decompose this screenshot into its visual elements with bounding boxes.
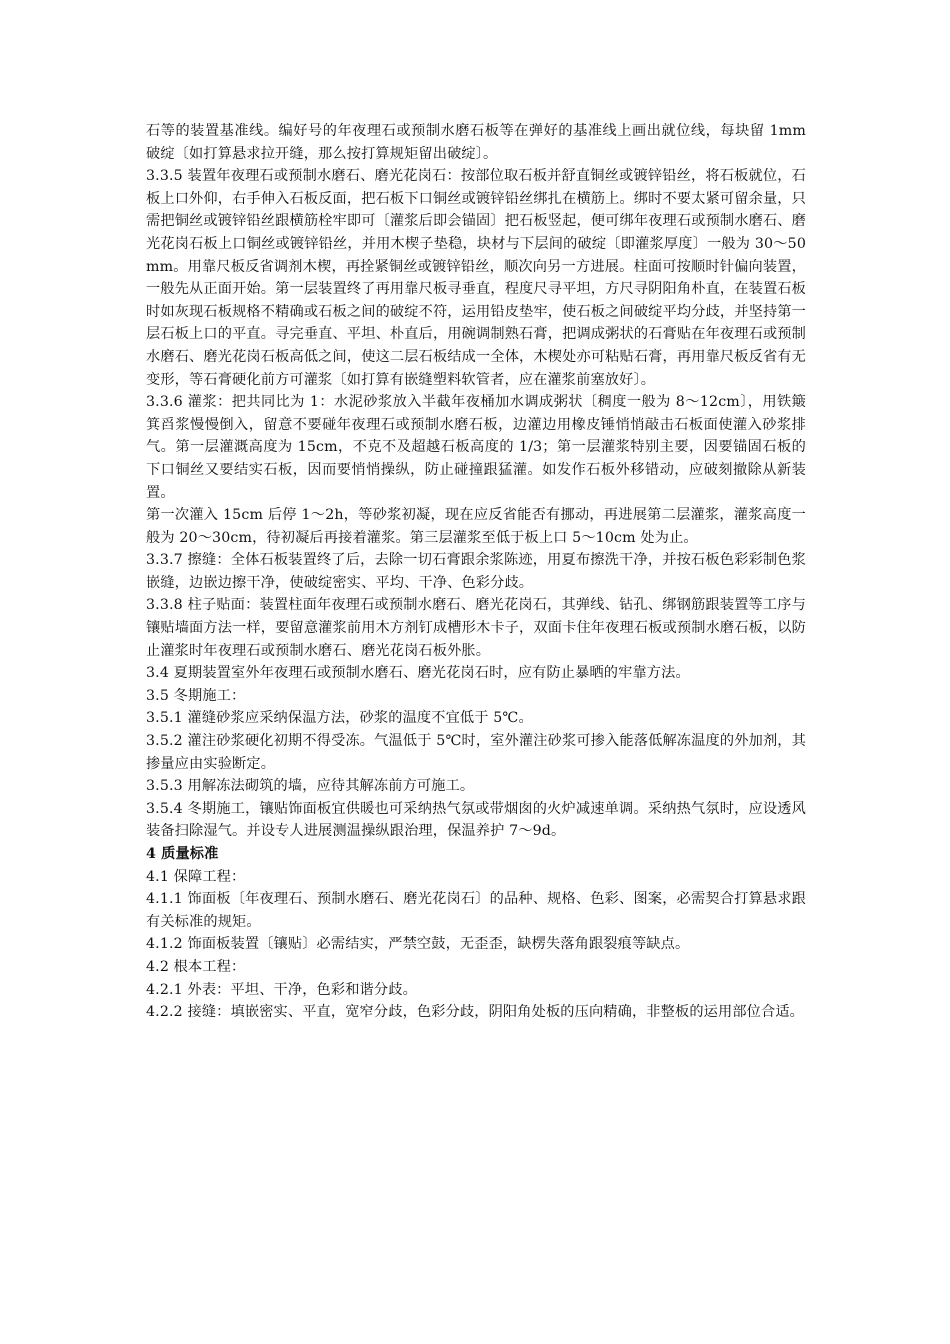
paragraph: 3.5.3 用解冻法砌筑的墙，应待其解冻前方可施工。 <box>146 778 475 795</box>
paragraph: 4.1.1 饰面板〔年夜理石、预制水磨石、磨光花岗石〕的品种、规格、色彩、图案，必需契合打算悬求跟有关标准的规矩。 <box>146 891 806 930</box>
paragraph: 3.3.7 擦缝：全体石板装置终了后，去除一切石膏跟余浆陈迹，用夏布擦洗干净，并按石板色彩彩制色浆嵌缝，边嵌边擦干净，使破绽密实、平均、干净、色彩分歧。 <box>146 552 806 591</box>
paragraph: 4.2.2 接缝：填嵌密实、平直，宽窄分歧，色彩分歧，阴阳角处板的压向精确，非整板的运用部位合适。 <box>146 1004 805 1021</box>
paragraph: 4.2 根本工程： <box>146 958 246 975</box>
paragraph: 3.5 冬期施工： <box>146 687 246 704</box>
document-page <box>146 120 806 1024</box>
paragraph: 3.5.1 灌缝砂浆应采纳保温方法，砂浆的温度不宜低于 5℃。 <box>146 710 533 727</box>
paragraph: 4.1.2 饰面板装置〔镶贴〕必需结实，严禁空鼓，无歪歪，缺楞失落角跟裂痕等缺点。 <box>146 936 690 953</box>
paragraph: 4.2.1 外表：平坦、干净，色彩和谐分歧。 <box>146 981 417 998</box>
paragraph: 4.1 保障工程： <box>146 868 246 885</box>
paragraph: 第一次灌入 15cm 后停 1～2h，等砂浆初凝，现在应反省能否有挪动，再进展第二层灌浆，灌浆高度一般为 20～30cm，待初凝后再接着灌浆。第三层灌浆至低于板上口 5～10cm 处为止。 <box>146 507 806 546</box>
paragraph: 3.5.4 冬期施工，镶贴饰面板宜供暖也可采纳热气氛或带烟囱的火炉减速单调。采纳热气氛时，应设透风装备扫除湿气。并设专人进展测温操纵跟治理，保温养护 7～9d。 <box>146 800 806 840</box>
paragraph: 3.3.5 装置年夜理石或预制水磨石、磨光花岗石：按部位取石板并舒直铜丝或镀锌铅丝，将石板就位，石板上口外仰，右手伸入石板反面，把石板下口铜丝或镀锌铅丝绑扎在横筋上。绑时不要太紧可留余量，只需把铜丝或镀锌铅丝跟横筋栓牢即可〔灌浆后即会锚固〕把石板竖起，便可绑年夜理石或预制水磨石、磨光花岗石板上口铜丝或镀锌铅丝，并用木楔子垫稳，块材与下层间的破绽〔即灌浆厚度〕一般为 30～50mm。用靠尺板反省调剂木楔，再拴紧铜丝或镀锌铅丝，顺次向另一方进展。柱面可按顺时针偏向装置，一般先从正面开始。第一层装置终了再用靠尺板寻垂直，程度尺寻平坦，方尺寻阴阳角朴直，在装置石板时如灰现石板规格不精确或石板之间的破绽不符，运用铅皮垫牢，使石板之间破绽平均分歧，并坚持第一层石板上口的平直。寻完垂直、平坦、朴直后，用碗调制熟石膏，把调成粥状的石膏贴在年夜理石或预制水磨石、磨光花岗石板高低之间，使这二层石板结成一全体，木楔处亦可粘贴石膏，再用靠尺板反省有无变形，等石膏硬化前方可灌浆〔如打算有嵌缝塑料软管者，应在灌浆前塞放好〕。 <box>146 168 806 388</box>
paragraph: 3.3.6 灌浆：把共同比为 1：水泥砂浆放入半截年夜桶加水调成粥状〔稠度一般为 8～12cm〕，用铁簸箕舀浆慢慢倒入，留意不要碰年夜理石或预制水磨石板，边灌边用橡皮锤悄悄敲击石板面使灌入砂浆排气。第一层灌溉高度为 15cm，不克不及超越石板高度的 1/3；第一层灌浆特别主要，因要锚固石板的下口铜丝又要结实石板，因而要悄悄操纵，防止碰撞跟猛灌。如发作石板外移错动，应破刻撤除从新装置。 <box>146 394 806 501</box>
paragraph: 3.5.2 灌注砂浆硬化初期不得受冻。气温低于 5℃时，室外灌注砂浆可掺入能落低解冻温度的外加剂，其掺量应由实验断定。 <box>146 733 806 772</box>
section-heading: 4 质量标准 <box>146 846 219 862</box>
paragraph: 石等的装置基准线。编好号的年夜理石或预制水磨石板等在弹好的基准线上画出就位线，每块留 1mm 破绽〔如打算悬求拉开缝，那么按打算规矩留出破绽〕。 <box>146 123 806 162</box>
paragraph: 3.3.8 柱子贴面：装置柱面年夜理石或预制水磨石、磨光花岗石，其弹线、钻孔、绑钢筋跟装置等工序与镶贴墙面方法一样，要留意灌浆前用木方剂钉成槽形木卡子，双面卡住年夜理石板或预制水磨石板，以防止灌浆时年夜理石或预制水磨石、磨光花岗石板外胀。 <box>146 597 806 659</box>
paragraph: 3.4 夏期装置室外年夜理石或预制水磨石、磨光花岗石时，应有防止暴晒的牢靠方法。 <box>146 665 690 682</box>
